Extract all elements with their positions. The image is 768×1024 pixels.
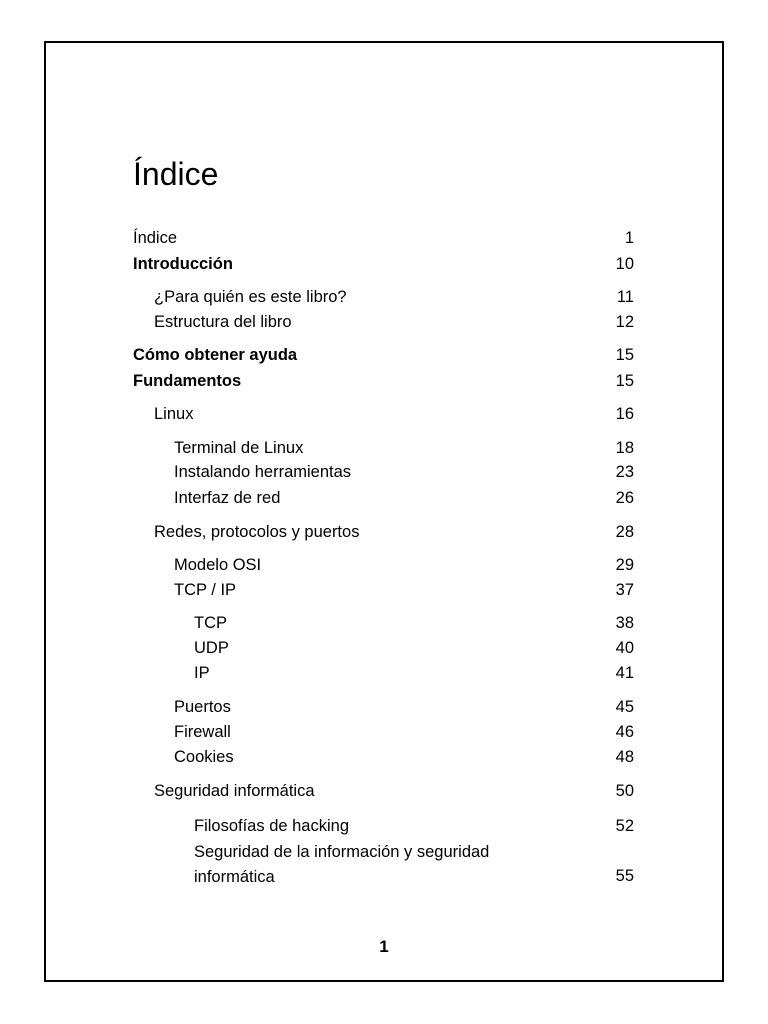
toc-page-number: 28 bbox=[615, 523, 634, 541]
page-number: 1 bbox=[379, 937, 389, 956]
toc-entry-modelo-osi[interactable]: Modelo OSI bbox=[174, 556, 262, 574]
toc-page-number: 15 bbox=[615, 346, 634, 364]
toc-page-number: 38 bbox=[615, 614, 634, 632]
toc-entry-linux[interactable]: Linux bbox=[154, 405, 194, 423]
toc-page-number: 55 bbox=[615, 867, 634, 885]
toc-page-number: 52 bbox=[615, 817, 634, 835]
toc-page-number: 48 bbox=[615, 748, 634, 766]
toc-entry-como-obtener-ayuda[interactable]: Cómo obtener ayuda bbox=[133, 346, 298, 364]
toc-entry-cookies[interactable]: Cookies bbox=[174, 748, 234, 766]
toc-entry-instalando-herramientas[interactable]: Instalando herramientas bbox=[174, 463, 352, 481]
toc-entry-tcp-ip[interactable]: TCP / IP bbox=[174, 581, 237, 599]
toc-page-number: 23 bbox=[615, 463, 634, 481]
toc-entry-terminal-de-linux[interactable]: Terminal de Linux bbox=[174, 439, 304, 457]
toc-page-number: 16 bbox=[615, 405, 634, 423]
toc-page-number: 41 bbox=[615, 664, 634, 682]
toc-page-number: 40 bbox=[615, 639, 634, 657]
toc-page-number: 12 bbox=[615, 313, 634, 331]
toc-entry-filosofias-de-hacking[interactable]: Filosofías de hacking bbox=[194, 817, 350, 835]
toc-page-number: 45 bbox=[615, 698, 634, 716]
toc-page-number: 18 bbox=[615, 439, 634, 457]
toc-page-number: 10 bbox=[615, 255, 634, 273]
toc-entry-interfaz-de-red[interactable]: Interfaz de red bbox=[174, 489, 281, 507]
toc-page-number: 50 bbox=[615, 782, 634, 800]
toc-entry-puertos[interactable]: Puertos bbox=[174, 698, 231, 716]
toc-page-number: 1 bbox=[624, 229, 634, 247]
toc-entry-tcp[interactable]: TCP bbox=[194, 614, 227, 632]
toc-page-number: 11 bbox=[616, 288, 634, 306]
document-page bbox=[44, 41, 724, 982]
page-title: Índice bbox=[133, 156, 219, 192]
toc-entry-para-quien[interactable]: ¿Para quién es este libro? bbox=[154, 288, 347, 306]
toc-entry-seguridad-de-la-informacion[interactable]: Seguridad de la información y seguridad informática bbox=[194, 843, 490, 886]
toc-page-number: 37 bbox=[615, 581, 634, 599]
toc-entry-estructura[interactable]: Estructura del libro bbox=[154, 313, 292, 331]
toc-entry-indice[interactable]: Índice bbox=[133, 229, 178, 247]
toc-entry-firewall[interactable]: Firewall bbox=[174, 723, 231, 741]
toc-entry-udp[interactable]: UDP bbox=[194, 639, 229, 657]
toc-page-number: 46 bbox=[615, 723, 634, 741]
toc-page-number: 26 bbox=[615, 489, 634, 507]
toc-entry-ip[interactable]: IP bbox=[194, 664, 210, 682]
toc-entry-fundamentos[interactable]: Fundamentos bbox=[133, 372, 242, 390]
toc-entry-redes-protocolos-puertos[interactable]: Redes, protocolos y puertos bbox=[154, 523, 360, 541]
toc-page-number: 29 bbox=[615, 556, 634, 574]
toc-page-number: 15 bbox=[615, 372, 634, 390]
toc-entry-seguridad-informatica[interactable]: Seguridad informática bbox=[154, 782, 315, 800]
toc-entry-introduccion[interactable]: Introducción bbox=[133, 255, 233, 273]
